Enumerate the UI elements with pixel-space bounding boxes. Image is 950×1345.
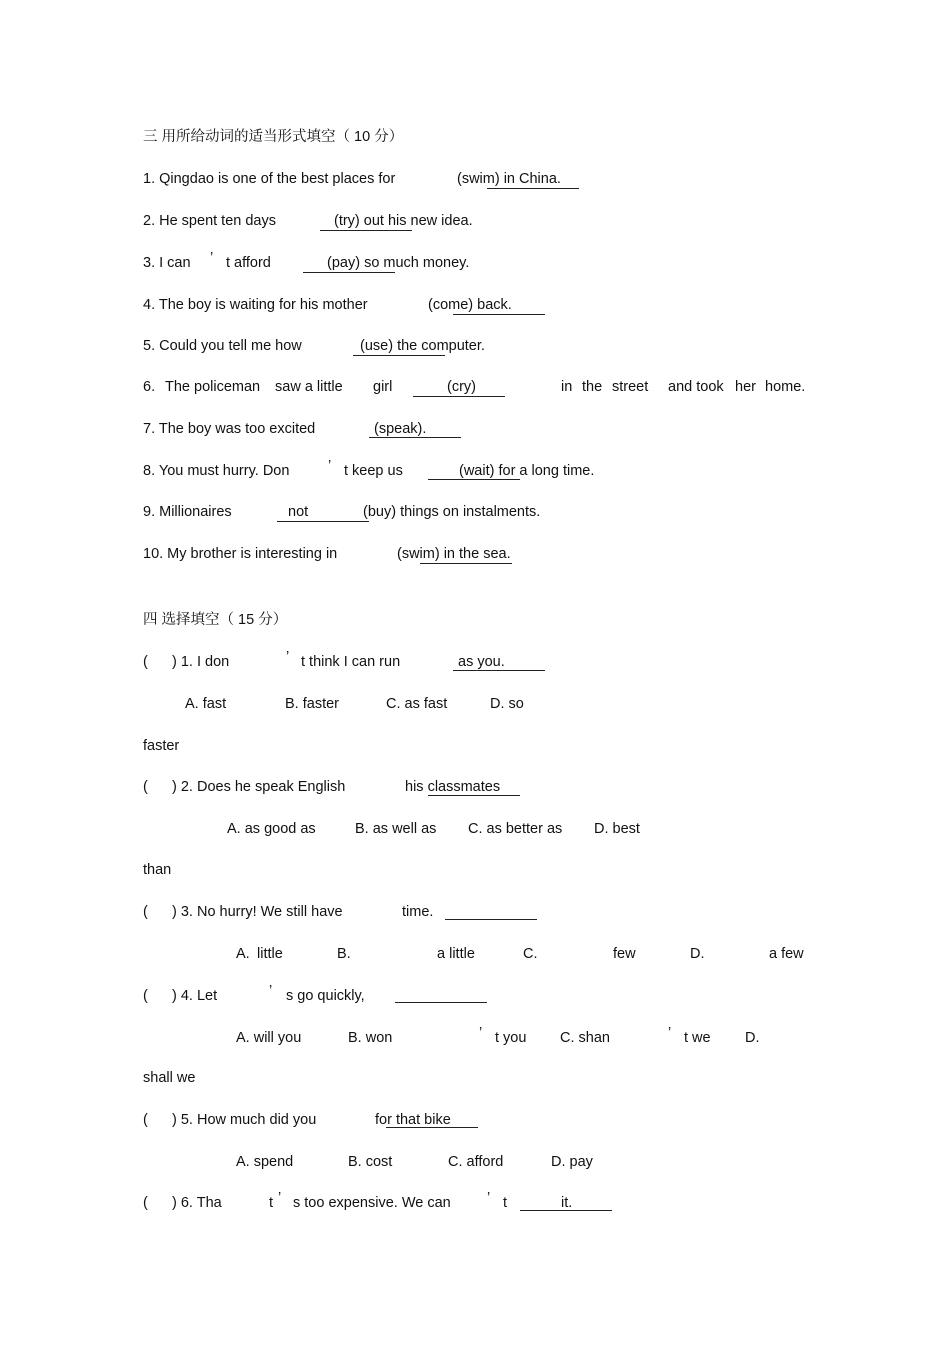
s3-q5-text: 5. Could you tell me how xyxy=(143,338,302,354)
mc2-option-a[interactable]: A. as good as xyxy=(227,821,316,837)
mc2-stem: ) 2. Does he speak English xyxy=(172,779,346,795)
mc2-option-d-wrap: than xyxy=(143,862,172,878)
mc2-option-c[interactable]: C. as better as xyxy=(468,821,563,837)
mc4-option-b-rest[interactable]: t you xyxy=(495,1030,527,1046)
s3-q6-w6: street xyxy=(612,379,649,395)
s3-q7-blank[interactable] xyxy=(369,437,461,438)
s3-q6-verb: (cry) xyxy=(447,379,476,395)
s3-q1-tail: (swim) in China. xyxy=(457,171,561,187)
mc1-blank[interactable] xyxy=(453,670,545,671)
s3-q6-w9: home. xyxy=(765,379,806,395)
mc3-blank[interactable] xyxy=(445,919,537,920)
mc5-option-a[interactable]: A. spend xyxy=(236,1154,294,1170)
s3-q4-blank[interactable] xyxy=(453,314,545,315)
mc2-blank[interactable] xyxy=(428,795,520,796)
mc2-option-b[interactable]: B. as well as xyxy=(355,821,437,837)
s3-q8-tail: (wait) for a long time. xyxy=(459,463,595,479)
s3-q9-not: not xyxy=(288,504,309,520)
s3-q3-text2: t afford xyxy=(226,255,271,271)
mc6-apostrophe2: ’ xyxy=(487,1190,491,1206)
mc2-tail: his classmates xyxy=(405,779,501,795)
mc5-blank[interactable] xyxy=(386,1127,478,1128)
mc3-option-c-letter[interactable]: C. xyxy=(523,946,538,962)
mc6-apostrophe: ’ xyxy=(278,1190,282,1206)
s3-q6-w4: in xyxy=(561,379,573,395)
mc4-option-c-apostrophe: ’ xyxy=(668,1025,672,1041)
s3-q3-blank[interactable] xyxy=(303,272,395,273)
mc1-option-b[interactable]: B. faster xyxy=(285,696,339,712)
mc1-paren[interactable]: ( xyxy=(143,654,148,670)
s3-q8-text: 8. You must hurry. Don xyxy=(143,463,290,479)
mc4-option-d[interactable]: shall we xyxy=(143,1070,196,1086)
s3-q2-blank[interactable] xyxy=(320,230,412,231)
mc3-option-a[interactable]: little xyxy=(257,946,283,962)
mc3-option-b[interactable]: a little xyxy=(437,946,475,962)
s3-q9-tail: (buy) things on instalments. xyxy=(363,504,541,520)
mc5-option-b[interactable]: B. cost xyxy=(348,1154,393,1170)
mc5-tail: for that bike xyxy=(375,1112,451,1128)
mc2-option-d[interactable]: D. best xyxy=(594,821,640,837)
section-4-heading: 四 选择填空（ 15 分） xyxy=(143,612,288,628)
s3-q5-tail: (use) the computer. xyxy=(360,338,485,354)
s3-q3-text: 3. I can xyxy=(143,255,191,271)
mc1-option-c[interactable]: C. as fast xyxy=(386,696,448,712)
mc4-blank[interactable] xyxy=(395,1002,487,1003)
s3-q8-apostrophe: ’ xyxy=(328,458,332,474)
s3-q6-w7: and took xyxy=(668,379,724,395)
mc3-option-d[interactable]: a few xyxy=(769,946,804,962)
mc5-option-d[interactable]: D. pay xyxy=(551,1154,593,1170)
s3-q8-blank[interactable] xyxy=(428,479,520,480)
s3-q10-tail: (swim) in the sea. xyxy=(397,546,511,562)
mc3-tail: time. xyxy=(402,904,434,920)
mc1-option-d-wrap: faster xyxy=(143,738,180,754)
mc4-apostrophe: ’ xyxy=(269,983,273,999)
mc4-option-d-letter[interactable]: D. xyxy=(745,1030,760,1046)
mc3-option-b-letter[interactable]: B. xyxy=(337,946,351,962)
s3-q10-blank[interactable] xyxy=(420,563,512,564)
s3-q10-text: 10. My brother is interesting in xyxy=(143,546,338,562)
s3-q7-text: 7. The boy was too excited xyxy=(143,421,316,437)
s3-q6-w8: her xyxy=(735,379,756,395)
s3-q2-text: 2. He spent ten days xyxy=(143,213,276,229)
mc5-stem: ) 5. How much did you xyxy=(172,1112,317,1128)
mc1-option-d[interactable]: D. so xyxy=(490,696,524,712)
mc4-option-c[interactable]: C. shan xyxy=(560,1030,610,1046)
s3-q1-text: 1. Qingdao is one of the best places for xyxy=(143,171,396,187)
mc4-option-a[interactable]: A. will you xyxy=(236,1030,302,1046)
s3-q3-apostrophe: ’ xyxy=(210,250,214,266)
s3-q2-tail: (try) out his new idea. xyxy=(334,213,473,229)
mc4-option-b[interactable]: B. won xyxy=(348,1030,393,1046)
mc6-tail: it. xyxy=(561,1195,573,1211)
mc4-stem: ) 4. Let xyxy=(172,988,218,1004)
mc1-tail: as you. xyxy=(458,654,505,670)
s3-q4-tail: (come) back. xyxy=(428,297,512,313)
s3-q9-text: 9. Millionaires xyxy=(143,504,232,520)
mc4-paren[interactable]: ( xyxy=(143,988,148,1004)
mc6-paren[interactable]: ( xyxy=(143,1195,148,1211)
mc4-stem2: s go quickly, xyxy=(286,988,365,1004)
s3-q8-text2: t keep us xyxy=(344,463,403,479)
mc3-stem: ) 3. No hurry! We still have xyxy=(172,904,343,920)
s3-q6-w2: saw a little xyxy=(275,379,343,395)
s3-q9-blank[interactable] xyxy=(277,521,369,522)
mc3-paren[interactable]: ( xyxy=(143,904,148,920)
s3-q7-tail: (speak). xyxy=(374,421,427,437)
section-3-heading: 三 用所给动词的适当形式填空（ 10 分） xyxy=(143,129,404,145)
mc6-stem-t: t xyxy=(269,1195,274,1211)
mc3-option-a-letter[interactable]: A. xyxy=(236,946,250,962)
s3-q6-num: 6. xyxy=(143,379,156,395)
s3-q4-text: 4. The boy is waiting for his mother xyxy=(143,297,368,313)
mc5-option-c[interactable]: C. afford xyxy=(448,1154,504,1170)
s3-q6-w1: The policeman xyxy=(165,379,261,395)
mc6-stem: ) 6. Tha xyxy=(172,1195,222,1211)
mc3-option-d-letter[interactable]: D. xyxy=(690,946,705,962)
mc6-blank[interactable] xyxy=(520,1210,612,1211)
s3-q6-w5: the xyxy=(582,379,603,395)
mc5-paren[interactable]: ( xyxy=(143,1112,148,1128)
mc1-apostrophe: ’ xyxy=(286,649,290,665)
mc3-option-c[interactable]: few xyxy=(613,946,636,962)
s3-q6-w3: girl xyxy=(373,379,393,395)
mc1-option-a[interactable]: A. fast xyxy=(185,696,227,712)
mc6-stem3: t xyxy=(503,1195,508,1211)
mc6-stem2: s too expensive. We can xyxy=(293,1195,451,1211)
s3-q6-blank[interactable] xyxy=(413,396,505,397)
mc1-stem2: t think I can run xyxy=(301,654,401,670)
s3-q1-blank[interactable] xyxy=(487,188,579,189)
mc4-option-c-rest[interactable]: t we xyxy=(684,1030,711,1046)
mc2-paren[interactable]: ( xyxy=(143,779,148,795)
s3-q5-blank[interactable] xyxy=(353,355,445,356)
mc4-option-b-apostrophe: ’ xyxy=(479,1025,483,1041)
s3-q3-tail: (pay) so much money. xyxy=(327,255,470,271)
mc1-stem: ) 1. I don xyxy=(172,654,230,670)
